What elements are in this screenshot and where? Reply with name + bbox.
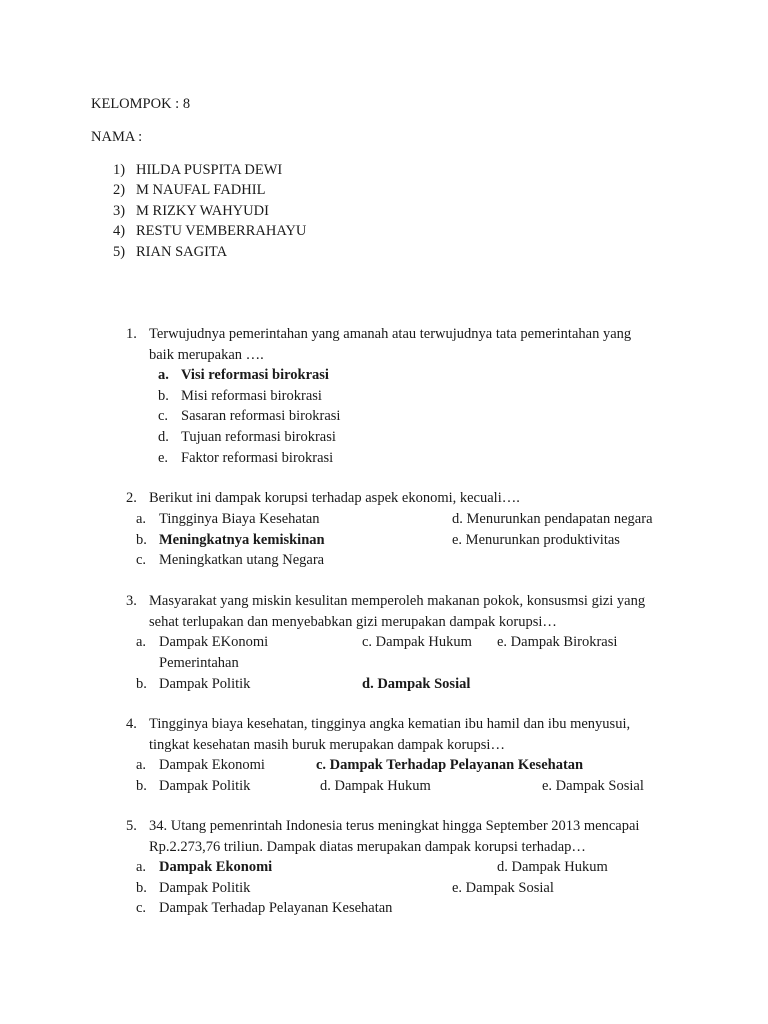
option-letter: a. bbox=[136, 511, 147, 527]
option-text: Dampak Politik bbox=[159, 778, 251, 794]
option-text: Dampak Politik bbox=[159, 880, 251, 896]
question-number: 4. bbox=[126, 716, 137, 732]
option-text: Tujuan reformasi birokrasi bbox=[181, 429, 336, 445]
option-text: Dampak Politik bbox=[159, 676, 251, 692]
names-label: NAMA : bbox=[91, 129, 143, 145]
option-text: Meningkatnya kemiskinan bbox=[159, 532, 325, 548]
option-letter: b. bbox=[136, 676, 147, 692]
member-number: 5) bbox=[113, 244, 126, 260]
option-text: Dampak Ekonomi bbox=[159, 859, 273, 875]
question-number: 1. bbox=[126, 326, 137, 342]
member-name: RIAN SAGITA bbox=[136, 244, 228, 260]
option-text: e. Menurunkan produktivitas bbox=[452, 532, 620, 548]
member-number: 3) bbox=[113, 203, 126, 219]
option-text: Dampak EKonomi bbox=[159, 634, 269, 650]
option-letter: c. bbox=[158, 408, 169, 424]
option-text: Dampak Ekonomi bbox=[159, 757, 265, 773]
question-text: Tingginya biaya kesehatan, tingginya angka kematian ibu hamil dan ibu menyusui, bbox=[149, 716, 631, 732]
option-text: d. Dampak Hukum bbox=[497, 859, 608, 875]
option-text: Visi reformasi birokrasi bbox=[181, 367, 329, 383]
question-text: Berikut ini dampak korupsi terhadap aspek ekonomi, kecuali…. bbox=[149, 490, 520, 506]
member-number: 1) bbox=[113, 162, 126, 178]
option-letter: b. bbox=[136, 778, 147, 794]
question-number: 3. bbox=[126, 593, 137, 609]
option-text: d. Menurunkan pendapatan negara bbox=[452, 511, 653, 527]
option-letter: b. bbox=[136, 532, 147, 548]
option-letter: c. bbox=[136, 900, 147, 916]
question-text: tingkat kesehatan masih buruk merupakan dampak korupsi… bbox=[149, 737, 505, 753]
question-text: Masyarakat yang miskin kesulitan memperoleh makanan pokok, konsusmsi gizi yang bbox=[149, 593, 646, 609]
question-text: baik merupakan …. bbox=[149, 347, 264, 363]
question-number: 2. bbox=[126, 490, 137, 506]
question-text: 34. Utang pemenrintah Indonesia terus meningkat hingga September 2013 mencapai bbox=[149, 818, 640, 834]
option-text: Meningkatkan utang Negara bbox=[159, 552, 325, 568]
question-text: sehat terlupakan dan menyebabkan gizi merupakan dampak korupsi… bbox=[149, 614, 557, 630]
question-number: 5. bbox=[126, 818, 137, 834]
option-text: c. Dampak Terhadap Pelayanan Kesehatan bbox=[316, 757, 584, 773]
option-text: Sasaran reformasi birokrasi bbox=[181, 408, 341, 424]
member-number: 2) bbox=[113, 182, 126, 198]
option-text: Faktor reformasi birokrasi bbox=[181, 450, 334, 466]
question-text: Rp.2.273,76 triliun. Dampak diatas merupakan dampak korupsi terhadap… bbox=[149, 839, 586, 855]
question-text: Terwujudnya pemerintahan yang amanah atau terwujudnya tata pemerintahan yang bbox=[149, 326, 632, 342]
member-name: M NAUFAL FADHIL bbox=[136, 182, 266, 198]
option-text: e. Dampak Sosial bbox=[452, 880, 554, 896]
option-text: c. Dampak Hukum bbox=[362, 634, 472, 650]
member-name: M RIZKY WAHYUDI bbox=[136, 203, 269, 219]
member-name: HILDA PUSPITA DEWI bbox=[136, 162, 283, 178]
option-text: e. Dampak Birokrasi bbox=[497, 634, 618, 650]
member-name: RESTU VEMBERRAHAYU bbox=[136, 223, 307, 239]
option-letter: b. bbox=[158, 388, 169, 404]
option-letter: a. bbox=[136, 634, 147, 650]
option-letter: a. bbox=[158, 367, 169, 383]
option-letter: c. bbox=[136, 552, 147, 568]
option-letter: e. bbox=[158, 450, 169, 466]
option-text: Tingginya Biaya Kesehatan bbox=[159, 511, 320, 527]
option-text: e. Dampak Sosial bbox=[542, 778, 644, 794]
option-text: d. Dampak Hukum bbox=[320, 778, 431, 794]
member-number: 4) bbox=[113, 223, 126, 239]
option-text: Pemerintahan bbox=[159, 655, 239, 671]
group-heading: KELOMPOK : 8 bbox=[91, 96, 191, 112]
option-letter: d. bbox=[158, 429, 169, 445]
option-text: d. Dampak Sosial bbox=[362, 676, 471, 692]
option-text: Dampak Terhadap Pelayanan Kesehatan bbox=[159, 900, 393, 916]
option-letter: a. bbox=[136, 757, 147, 773]
option-letter: a. bbox=[136, 859, 147, 875]
option-text: Misi reformasi birokrasi bbox=[181, 388, 322, 404]
option-letter: b. bbox=[136, 880, 147, 896]
